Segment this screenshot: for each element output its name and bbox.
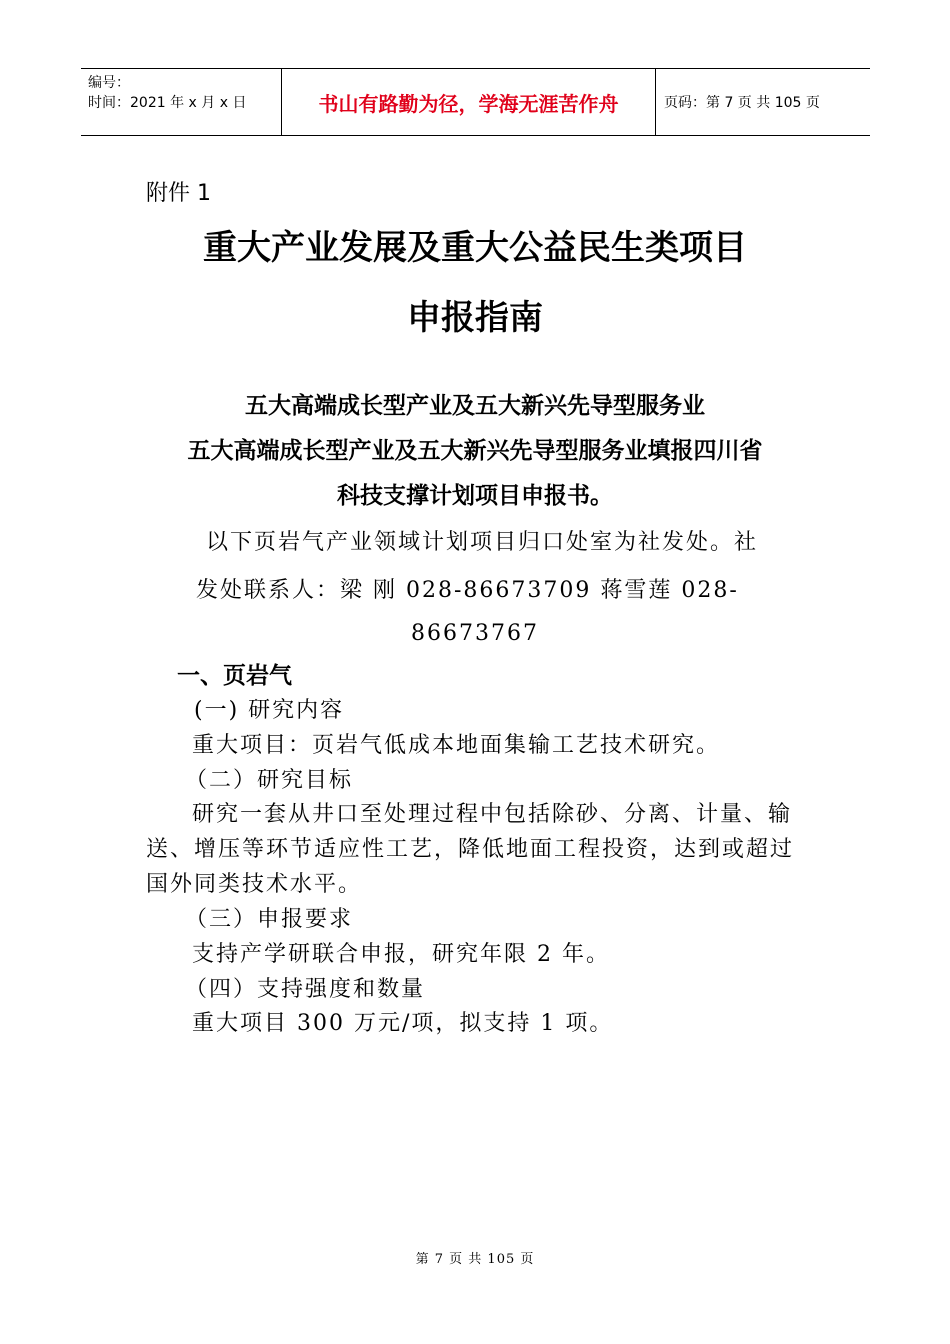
- item-1-text: 重大项目：页岩气低成本地面集输工艺技术研究。: [192, 733, 721, 758]
- item-2-text-line-3: 国外同类技术水平。: [146, 872, 363, 897]
- item-4-text: 重大项目 300 万元/项，拟支持 1 项。: [192, 1011, 614, 1036]
- item-1-heading: (一) 研究内容: [194, 698, 345, 723]
- item-2-text-line-1: 研究一套从井口至处理过程中包括除砂、分离、计量、输: [192, 802, 793, 827]
- section-heading-shale-gas: 一、页岩气: [177, 663, 292, 689]
- document-number-label: 编号：: [88, 75, 130, 91]
- item-2-text-line-2: 送、增压等环节适应性工艺，降低地面工程投资，达到或超过: [146, 837, 795, 862]
- subtitle-line-3: 科技支撑计划项目申报书。: [337, 482, 613, 509]
- header-motto: 书山有路勤为径，学海无涯苦作舟: [282, 69, 656, 135]
- subtitle-line-2: 五大高端成长型产业及五大新兴先导型服务业填报四川省: [187, 437, 763, 464]
- header-meta-cell: [81, 69, 282, 135]
- document-title-line-2: 申报指南: [407, 298, 543, 338]
- item-3-heading: （三）申报要求: [185, 907, 354, 932]
- document-title-line-1: 重大产业发展及重大公益民生类项目: [203, 228, 747, 268]
- item-4-heading: （四）支持强度和数量: [185, 977, 426, 1002]
- attachment-label: 附件 1: [146, 181, 211, 206]
- header-page-info: 页码：第 7 页 共 105 页: [664, 95, 820, 111]
- item-3-text: 支持产学研联合申报，研究年限 2 年。: [192, 942, 610, 967]
- intro-line-3: 86673767: [411, 621, 539, 646]
- item-2-heading: （二）研究目标: [185, 768, 354, 793]
- intro-line-1: 以下页岩气产业领域计划项目归口处室为社发处。社: [206, 530, 759, 555]
- document-time-label: 时间：2021 年 x 月 x 日: [88, 95, 247, 111]
- page-footer: 第 7 页 共 105 页: [415, 1252, 535, 1267]
- subtitle-line-1: 五大高端成长型产业及五大新兴先导型服务业: [245, 392, 705, 419]
- header-table: [81, 68, 870, 136]
- intro-line-2: 发处联系人：梁 刚 028-86673709 蒋雪莲 028-: [196, 578, 739, 603]
